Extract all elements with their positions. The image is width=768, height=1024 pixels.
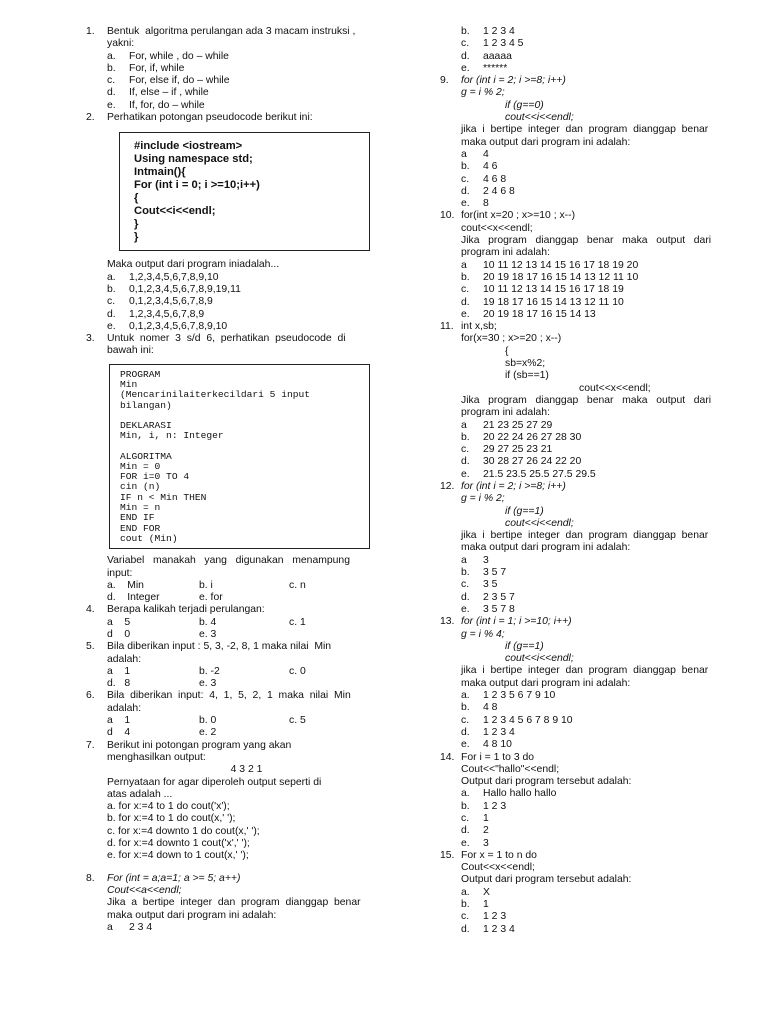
code-line: sb=x%2; [505, 358, 546, 370]
option-e: e. 3 [199, 628, 217, 640]
code-line: cout<<x<<endl; [461, 222, 533, 234]
question-text: Output dari program tersebut adalah: [461, 776, 632, 788]
option-e: e. 3 [461, 837, 489, 849]
option-b: b. 1 2 3 4 [461, 26, 515, 37]
question-text: adalah: [107, 702, 142, 714]
code-line: Cout<<"hallo"<<endl; [461, 763, 560, 775]
code-line: Min = 0 [120, 460, 161, 472]
question-7 [86, 740, 386, 863]
code-line: cin (n) [120, 481, 161, 493]
option-e: e. If, for, do – while [107, 99, 205, 111]
code-line: int x,sb; [461, 321, 497, 333]
option-a: a 3 [461, 554, 489, 566]
pseudocode-box [109, 364, 370, 549]
question-text: menghasilkan output: [107, 751, 206, 763]
option-d: d. 1 2 3 4 [461, 726, 515, 738]
code-line: g = i % 2; [461, 493, 505, 505]
option-d: d. 2 3 5 7 [461, 591, 515, 603]
option-a: a 1 [107, 665, 131, 677]
option-c: c. for x:=4 downto 1 do cout(x,' '); [107, 825, 260, 837]
option-e: e. 4 8 10 [461, 739, 512, 751]
question-number: 14. [440, 751, 455, 763]
question-8 [86, 873, 386, 934]
option-b: b. For, if, while [107, 62, 185, 74]
option-c: c. 0 [289, 665, 306, 677]
question-text: Bentuk algoritma perulangan ada 3 macam instruksi , [107, 26, 356, 37]
code-line: Cout<<a<<endl; [107, 884, 182, 896]
options-row [107, 580, 386, 592]
code-line: PROGRAM [120, 368, 161, 380]
question-3 [86, 333, 386, 604]
code-line: for(int x=20 ; x>=10 ; x--) [461, 210, 576, 222]
option-e: e. ****** [461, 62, 508, 74]
question-text: Maka output dari program iniadalah... [107, 259, 280, 271]
question-text: Jika a bertipe integer dan program dianggap benar [107, 897, 361, 909]
option-c: c. 3 5 [461, 579, 498, 591]
option-a: a. Min [107, 579, 144, 591]
option-e: e. for x:=4 down to 1 cout(x,' '); [107, 850, 249, 862]
question-text: jika i bertipe integer dan program dianggap benar [461, 665, 709, 677]
option-c: c. 29 27 25 23 21 [461, 444, 553, 456]
option-d: d. 8 [107, 678, 131, 690]
code-line: cout (Min) [120, 532, 178, 544]
code-line: if (g==1) [505, 640, 544, 652]
option-d: d. 1,2,3,4,5,6,7,8,9 [107, 308, 205, 320]
question-text: Output dari program tersebut adalah: [461, 874, 632, 886]
option-a: a 21 23 25 27 29 [461, 419, 553, 431]
code-line: Min, i, n: Integer [120, 430, 224, 442]
option-e: e. for [199, 592, 223, 604]
question-number: 4. [86, 604, 95, 616]
question-number: 1. [86, 26, 95, 37]
question-15 [440, 850, 740, 936]
option-d: d 0 [107, 628, 131, 640]
options-row [107, 666, 386, 678]
question-text: Berikut ini potongan program yang akan [107, 739, 292, 751]
expected-output: 4 3 2 1 [230, 764, 263, 776]
question-text: Jika program dianggap benar maka output dari [461, 394, 712, 406]
code-line: IF n < Min THEN [120, 491, 207, 503]
option-a: a 4 [461, 148, 489, 160]
option-c: c. 4 6 8 [461, 173, 507, 185]
option-a: a 5 [107, 616, 131, 628]
option-e: e. 3 5 7 8 [461, 603, 515, 615]
code-line: Min [120, 379, 138, 391]
question-text: jika i bertipe integer dan program dianggap benar [461, 530, 709, 542]
code-line: FOR i=0 TO 4 [120, 471, 190, 483]
code-line: END FOR [120, 522, 161, 534]
code-line: Using namespace std; [134, 153, 253, 166]
code-line: cout<<i<<endl; [505, 112, 574, 124]
left-column [86, 26, 386, 934]
code-box [119, 132, 370, 251]
question-number: 8. [86, 872, 95, 884]
question-text: maka output dari program ini adalah: [461, 542, 631, 554]
option-b: b. 4 6 [461, 161, 498, 173]
question-number: 6. [86, 690, 95, 702]
question-number: 12. [440, 480, 455, 492]
question-text: Bila diberikan input: 4, 1, 5, 2, 1 maka nilai Min [107, 690, 351, 702]
code-line: } [134, 218, 139, 231]
option-d: d. 1 2 3 4 [461, 923, 515, 935]
option-e: e. 21.5 23.5 25.5 27.5 29.5 [461, 468, 596, 480]
code-line: for (int i = 2; i >=8; i++) [461, 75, 566, 87]
option-a: a 10 11 12 13 14 15 16 17 18 19 20 [461, 259, 639, 271]
code-line: END IF [120, 512, 155, 524]
option-c: c. For, else if, do – while [107, 75, 230, 87]
code-line: cout<<x<<endl; [579, 382, 651, 394]
question-text: Berapa kalikah terjadi perulangan: [107, 604, 265, 616]
question-text: program ini adalah: [461, 247, 550, 259]
code-line: if (g==1) [505, 505, 544, 517]
question-number: 5. [86, 641, 95, 653]
question-text: yakni: [107, 38, 135, 50]
option-d: d. 2 [461, 825, 489, 837]
question-text: bawah ini: [107, 345, 154, 357]
question-text: program ini adalah: [461, 407, 550, 419]
question-text: Bila diberikan input : 5, 3, -2, 8, 1 maka nilai Min [107, 641, 332, 653]
question-number: 10. [440, 210, 455, 222]
question-number: 3. [86, 333, 95, 345]
option-b: b. 4 [199, 616, 217, 628]
option-b: b. 20 19 18 17 16 15 14 13 12 11 10 [461, 271, 639, 283]
option-b: b. -2 [199, 665, 220, 677]
code-line: DEKLARASI [120, 419, 172, 431]
options-row [107, 678, 386, 690]
option-c: c. 10 11 12 13 14 15 16 17 18 19 [461, 284, 624, 296]
option-d: d 4 [107, 727, 131, 739]
options-row [107, 715, 386, 727]
question-text: maka output dari program ini adalah: [461, 677, 631, 689]
code-line: for (int i = 1; i >=10; i++) [461, 616, 572, 628]
right-column [440, 26, 740, 936]
code-line: cout<<i<<endl; [505, 653, 574, 665]
option-d: d. aaaaa [461, 50, 512, 62]
option-c: c. 5 [289, 715, 306, 727]
question-text: Jika program dianggap benar maka output dari [461, 235, 712, 247]
option-e: e. 20 19 18 17 16 15 14 13 [461, 308, 596, 320]
code-line: Cout<<i<<endl; [134, 205, 216, 218]
code-line: for (int i = 2; i >=8; i++) [461, 480, 566, 492]
question-text: Pernyataan for agar diperoleh output seperti di [107, 776, 322, 788]
code-line: (Mencarinilaiterkecildari 5 input [120, 389, 310, 401]
question-9 [440, 75, 740, 210]
question-1 [86, 26, 386, 112]
question-text: Perhatikan potongan pseudocode berikut ini: [107, 112, 313, 124]
option-a: a. Hallo hallo hallo [461, 788, 557, 800]
question-number: 2. [86, 112, 95, 124]
code-line: for(x=30 ; x>=20 ; x--) [461, 333, 562, 345]
question-text: maka output dari program ini adalah: [107, 909, 277, 921]
question-text: jika i bertipe integer dan program dianggap benar [461, 124, 709, 136]
option-b: b. 3 5 7 [461, 567, 507, 579]
option-b: b. i [199, 579, 213, 591]
code-line: if (sb==1) [505, 370, 549, 382]
question-text: Untuk nomer 3 s/d 6, perhatikan pseudocode di [107, 333, 346, 345]
option-b: b. 4 8 [461, 702, 498, 714]
code-line: For (int i = 0; i >=10;i++) [134, 179, 260, 192]
option-b: b. 20 22 24 26 27 28 30 [461, 431, 582, 443]
code-line: g = i % 2; [461, 87, 505, 99]
code-line: For x = 1 to n do [461, 849, 537, 861]
code-line: Intmain(){ [134, 166, 186, 179]
option-c: c. 1 [461, 813, 489, 824]
code-line: } [134, 231, 139, 244]
options-row [107, 592, 386, 604]
code-line: Min = n [120, 502, 161, 514]
code-line: Cout<<x<<endl; [461, 862, 535, 874]
code-line: { [134, 192, 139, 205]
question-text: maka output dari program ini adalah: [461, 136, 631, 148]
question-13 [440, 616, 740, 751]
code-line: For i = 1 to 3 do [461, 751, 535, 763]
question-2 [86, 112, 386, 333]
question-text: atas adalah ... [107, 788, 173, 800]
question-number: 13. [440, 616, 455, 628]
option-d: d. If, else – if , while [107, 87, 209, 99]
option-b: b. 1 [461, 899, 489, 911]
question-14 [440, 752, 740, 850]
question-10 [440, 210, 740, 321]
option-d: d. 30 28 27 26 24 22 20 [461, 456, 582, 468]
option-a: a 1 [107, 715, 131, 727]
option-c: c. n [289, 579, 306, 591]
code-line: ALGORITMA [120, 450, 172, 462]
question-number: 9. [440, 75, 449, 87]
code-line: #include <iostream> [134, 140, 243, 153]
option-e: e. 0,1,2,3,4,5,6,7,8,9,10 [107, 320, 228, 332]
option-b: b. 1 2 3 [461, 800, 507, 812]
option-d: d. 2 4 6 8 [461, 185, 515, 197]
option-c: c. 1 2 3 4 5 6 7 8 9 10 [461, 714, 573, 726]
question-6 [86, 690, 386, 739]
option-b: b. 0 [199, 715, 217, 727]
option-a: a 2 3 4 [107, 921, 153, 933]
option-a: a. for x:=4 to 1 do cout('x'); [107, 801, 230, 813]
question-text: adalah: [107, 653, 142, 665]
code-line: For (int = a;a=1; a >= 5; a++) [107, 872, 241, 884]
option-b: b. for x:=4 to 1 do cout(x,' '); [107, 813, 236, 825]
option-a: a. X [461, 886, 490, 898]
option-e: e. 8 [461, 198, 489, 210]
option-c: c. 1 2 3 4 5 [461, 38, 524, 50]
code-line: cout<<i<<endl; [505, 517, 574, 529]
code-line: bilangan) [120, 399, 172, 411]
options-row [107, 617, 386, 629]
code-line: if (g==0) [505, 99, 544, 111]
option-e: e. 2 [199, 727, 217, 739]
option-a: a. 1 2 3 5 6 7 9 10 [461, 690, 556, 702]
question-12 [440, 481, 740, 616]
option-d: d. 19 18 17 16 15 14 13 12 11 10 [461, 296, 624, 308]
question-number: 15. [440, 849, 455, 861]
question-4 [86, 604, 386, 641]
option-c: c. 1 [289, 616, 306, 628]
option-a: a. 1,2,3,4,5,6,7,8,9,10 [107, 271, 219, 283]
option-d: d. for x:=4 downto 1 cout('x',' '); [107, 838, 250, 850]
option-c: c. 1 2 3 [461, 911, 507, 923]
question-5 [86, 641, 386, 690]
question-number: 7. [86, 739, 95, 751]
option-e: e. 3 [199, 678, 217, 690]
option-c: c. 0,1,2,3,4,5,6,7,8,9 [107, 296, 213, 308]
option-d: d. Integer [107, 592, 160, 604]
code-line: g = i % 4; [461, 628, 505, 640]
option-b: b. 0,1,2,3,4,5,6,7,8,9,19,11 [107, 283, 241, 295]
options-row [107, 629, 386, 641]
question-number: 11. [440, 321, 454, 333]
option-a: a. For, while , do – while [107, 50, 229, 62]
question-text: Variabel manakah yang digunakan menampung [107, 555, 350, 567]
question-8-continued [440, 26, 740, 75]
code-line: { [505, 345, 509, 357]
question-text: input: [107, 567, 133, 579]
options-row [107, 727, 386, 739]
question-11 [440, 321, 740, 481]
